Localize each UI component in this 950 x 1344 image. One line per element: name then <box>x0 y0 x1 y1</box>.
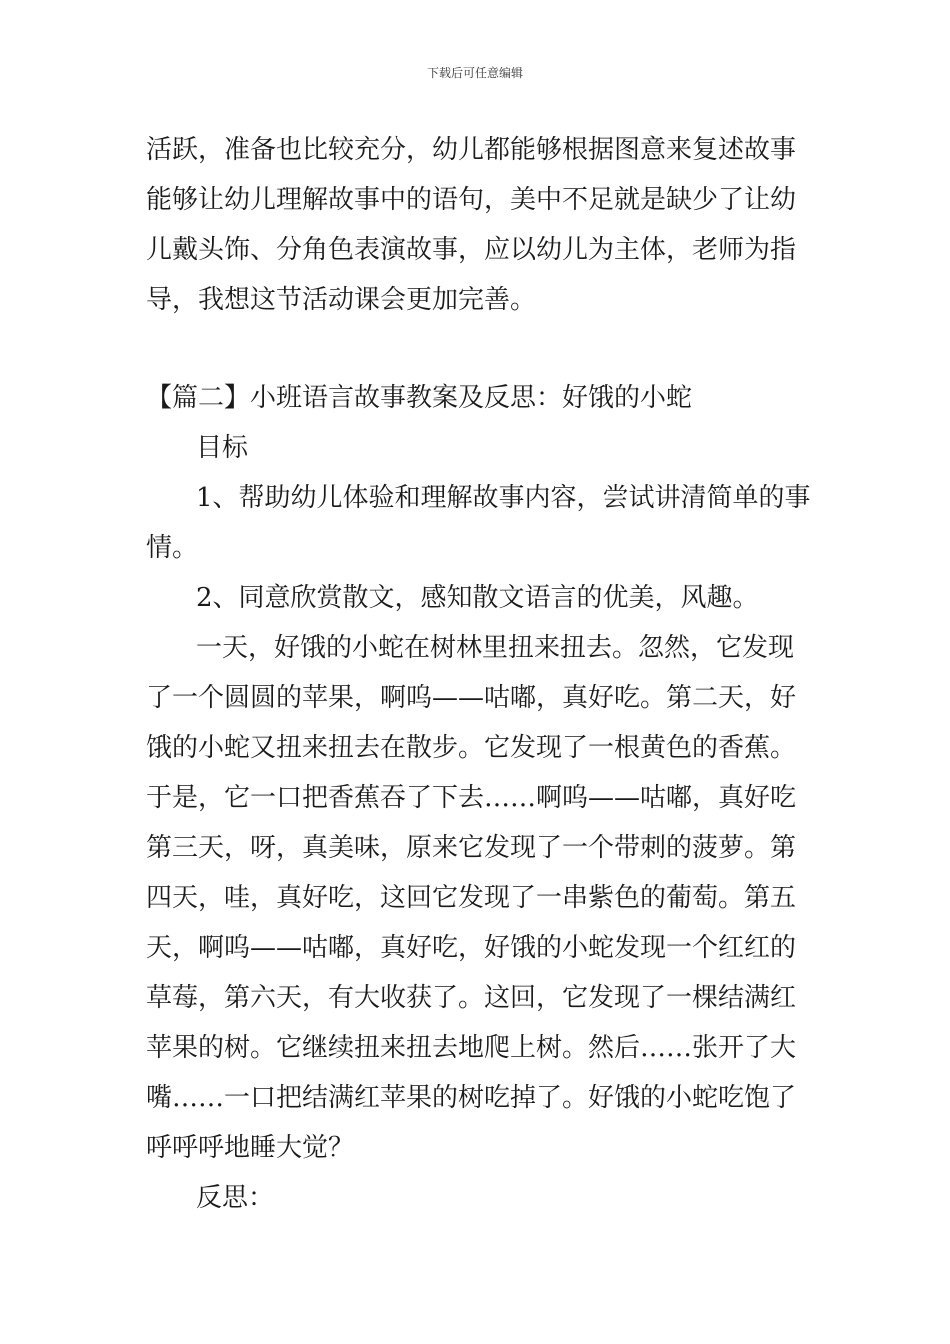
paragraph-line: 四天，哇，真好吃，这回它发现了一串紫色的葡萄。第五 <box>146 883 797 913</box>
paragraph-line: 一天，好饿的小蛇在树林里扭来扭去。忽然，它发现 <box>196 633 795 663</box>
page-header: 下载后可任意编辑 <box>426 66 523 80</box>
paragraph-line: 饿的小蛇又扭来扭去在散步。它发现了一根黄色的香蕉。 <box>146 733 797 763</box>
section-title: 【篇二】小班语言故事教案及反思：好饿的小蛇 <box>146 383 693 413</box>
paragraph-line: 草莓，第六天，有大收获了。这回，它发现了一棵结满红 <box>146 983 797 1013</box>
paragraph-line: 活跃，准备也比较充分，幼儿都能够根据图意来复述故事 <box>146 135 797 165</box>
paragraph-line: 2、同意欣赏散文，感知散文语言的优美，风趣。 <box>196 583 759 613</box>
paragraph-line: 于是，它一口把香蕉吞了下去……啊呜——咕嘟，真好吃 <box>146 783 797 813</box>
paragraph-line: 苹果的树。它继续扭来扭去地爬上树。然后……张开了大 <box>146 1033 797 1063</box>
paragraph-line: 天，啊呜——咕嘟，真好吃，好饿的小蛇发现一个红红的 <box>146 933 797 963</box>
paragraph-line: 反思： <box>196 1183 275 1213</box>
paragraph-line: 情。 <box>146 533 199 563</box>
paragraph-line: 能够让幼儿理解故事中的语句，美中不足就是缺少了让幼 <box>146 185 797 215</box>
paragraph-line: 1、帮助幼儿体验和理解故事内容，尝试讲清简单的事 <box>196 483 811 513</box>
paragraph-line: 第三天，呀，真美味，原来它发现了一个带刺的菠萝。第 <box>146 833 797 863</box>
paragraph-line: 了一个圆圆的苹果，啊呜——咕嘟，真好吃。第二天，好 <box>146 683 797 713</box>
paragraph-line: 嘴……一口把结满红苹果的树吃掉了。好饿的小蛇吃饱了 <box>146 1083 797 1113</box>
paragraph-line: 儿戴头饰、分角色表演故事，应以幼儿为主体，老师为指 <box>146 235 797 265</box>
paragraph-line: 呼呼呼地睡大觉？ <box>146 1133 355 1163</box>
paragraph-line: 导，我想这节活动课会更加完善。 <box>146 285 537 315</box>
paragraph-line: 目标 <box>196 433 249 463</box>
